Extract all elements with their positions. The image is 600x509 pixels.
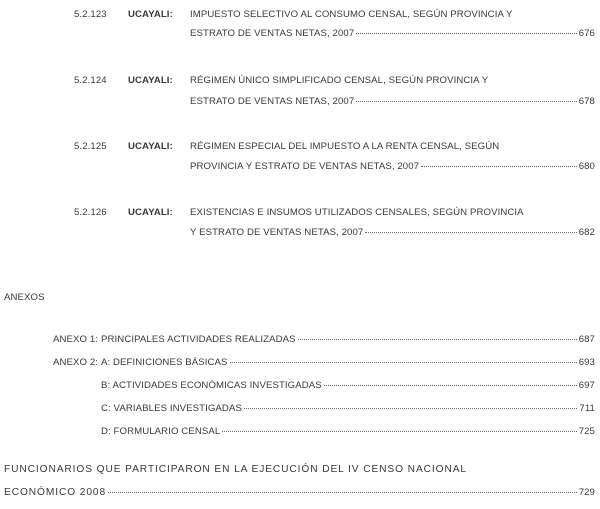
anexo-page-number: 711 — [579, 403, 595, 414]
dot-leader — [244, 408, 577, 409]
entry-title-text: PROVINCIA Y ESTRATO DE VENTAS NETAS, 2007 — [190, 161, 420, 172]
entry-title-line2 — [190, 161, 595, 172]
dot-leader — [222, 431, 576, 432]
entry-number: 5.2.123 — [74, 9, 107, 20]
dot-leader — [298, 339, 577, 340]
entry-page-number: 682 — [578, 227, 595, 238]
entry-number: 5.2.126 — [74, 207, 107, 218]
dot-leader — [230, 362, 577, 363]
entry-title-line1: RÉGIMEN ÚNICO SIMPLIFICADO CENSAL, SEGÚN PROVINCIA Y — [190, 75, 489, 86]
entry-number: 5.2.124 — [74, 75, 107, 86]
entry-page-number: 678 — [578, 96, 595, 107]
funcionarios-line2 — [4, 487, 595, 498]
entry-title-text: ESTRATO DE VENTAS NETAS, 2007 — [190, 28, 355, 39]
entry-region: UCAYALI: — [128, 75, 173, 86]
anexo-subitem-title: A: DEFINICIONES BÁSICAS — [101, 357, 228, 368]
anexo-subitem-title: C: VARIABLES INVESTIGADAS — [101, 403, 242, 414]
entry-title-line1: IMPUESTO SELECTIVO AL CONSUMO CENSAL, SEGÚN PROVINCIA Y — [190, 9, 513, 20]
anexo-page-number: 725 — [578, 426, 595, 437]
entry-region: UCAYALI: — [128, 207, 173, 218]
anexo-2-row-c — [101, 403, 595, 414]
anexo-title: PRINCIPALES ACTIVIDADES REALIZADAS — [101, 334, 296, 345]
entry-title-line2 — [190, 227, 595, 238]
anexo-page-number: 693 — [578, 357, 595, 368]
anexo-label: ANEXO 1: — [53, 334, 99, 345]
entry-number: 5.2.125 — [74, 141, 107, 152]
anexo-subitem-title: B: ACTIVIDADES ECONÓMICAS INVESTIGADAS — [101, 380, 322, 391]
dot-leader — [356, 101, 576, 102]
dot-leader — [365, 232, 576, 233]
entry-title-line2 — [190, 28, 595, 39]
dot-leader — [356, 33, 576, 34]
anexo-page-number: 687 — [578, 334, 595, 345]
anexo-1-row — [101, 334, 595, 345]
funcionarios-line1: FUNCIONARIOS QUE PARTICIPARON EN LA EJECUCIÓN DEL IV CENSO NACIONAL — [4, 464, 467, 475]
anexo-page-number: 697 — [578, 380, 595, 391]
entry-region: UCAYALI: — [128, 9, 173, 20]
dot-leader — [324, 385, 577, 386]
entry-title-line2 — [190, 96, 595, 107]
anexo-2-row-d — [101, 426, 595, 437]
entry-page-number: 680 — [578, 161, 595, 172]
entry-title-text: Y ESTRATO DE VENTAS NETAS, 2007 — [190, 227, 364, 238]
funcionarios-page-number: 729 — [578, 487, 595, 498]
entry-title-line1: RÉGIMEN ESPECIAL DEL IMPUESTO A LA RENTA CENSAL, SEGÚN — [190, 141, 500, 152]
entry-page-number: 676 — [578, 28, 595, 39]
anexo-2-row-a — [101, 357, 595, 368]
entry-region: UCAYALI: — [128, 141, 173, 152]
entry-title-line1: EXISTENCIAS E INSUMOS UTILIZADOS CENSALES, SEGÚN PROVINCIA — [190, 207, 524, 218]
dot-leader — [421, 166, 577, 167]
anexo-2-row-b — [101, 380, 595, 391]
entry-title-text: ESTRATO DE VENTAS NETAS, 2007 — [190, 96, 355, 107]
funcionarios-title: ECONÓMICO 2008 — [4, 487, 107, 498]
anexo-subitem-title: D: FORMULARIO CENSAL — [101, 426, 221, 437]
dot-leader — [108, 492, 577, 493]
section-heading-anexos: ANEXOS — [4, 292, 45, 303]
anexo-label: ANEXO 2: — [53, 357, 99, 368]
